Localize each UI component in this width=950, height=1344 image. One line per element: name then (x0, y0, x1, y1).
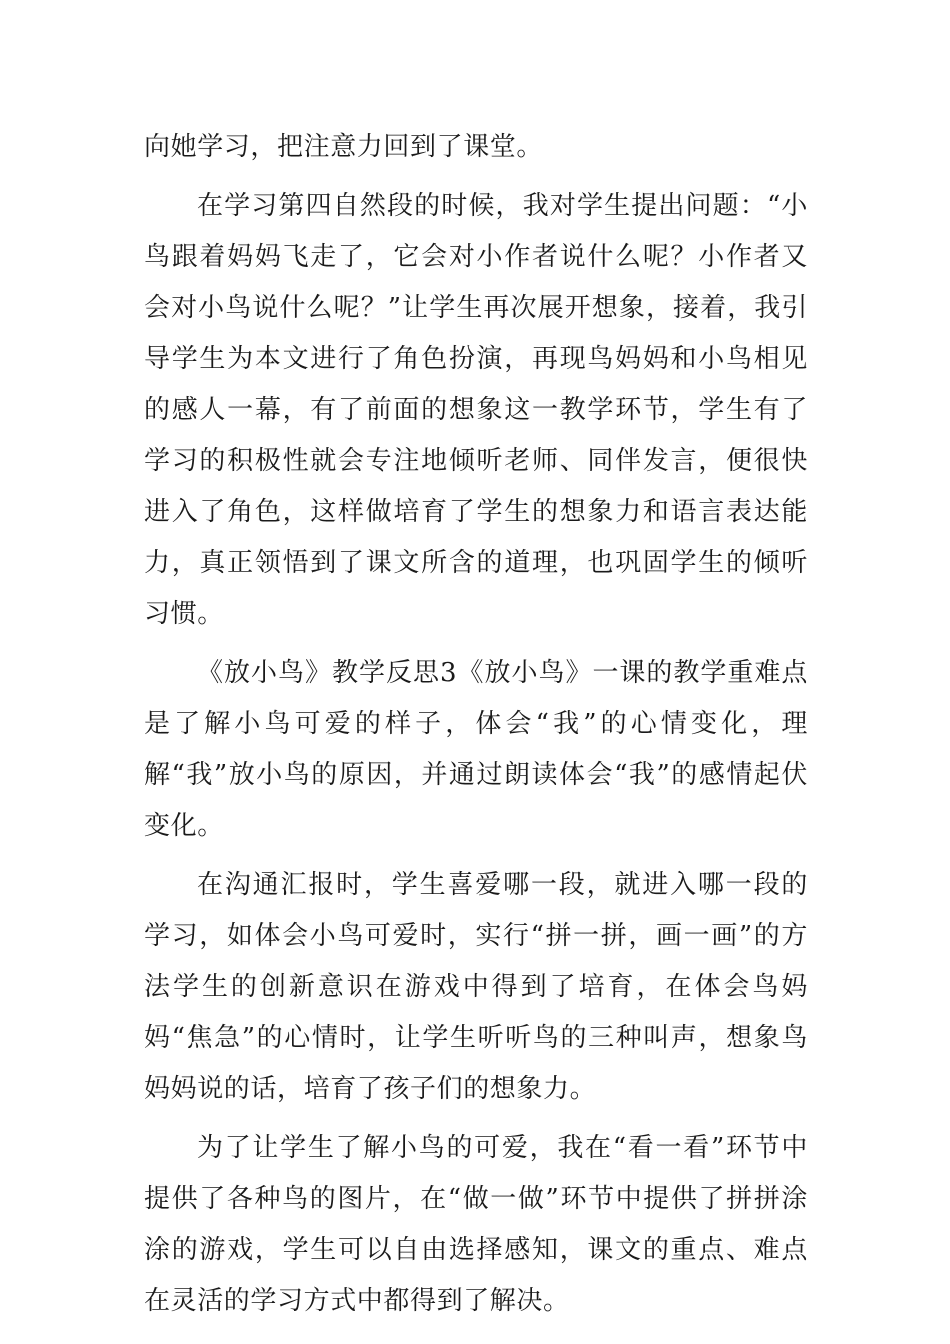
document-body (144, 122, 808, 1335)
paragraph-5: 为了让学生了解小鸟的可爱，我在“看一看”环节中提供了各种鸟的图片，在“做一做”环节中提供了拼拼涂涂的游戏，学生可以自由选择感知，课文的重点、难点在灵活的学习方式中都得到了解决。 (144, 1133, 808, 1316)
paragraph-3: 《放小鸟》教学反思3《放小鸟》一课的教学重难点是了解小鸟可爱的样子，体会“我”的心情变化，理解“我”放小鸟的原因，并通过朗读体会“我”的感情起伏变化。 (144, 658, 808, 841)
paragraph-2: 在学习第四自然段的时候，我对学生提出问题：“小鸟跟着妈妈飞走了，它会对小作者说什么呢？小作者又会对小鸟说什么呢？”让学生再次展开想象，接着，我引导学生为本文进行了角色扮演，再现鸟妈妈和小鸟相见的感人一幕，有了前面的想象这一教学环节，学生有了学习的积极性就会专注地倾听老师、同伴发言，便很快进入了角色，这样做培育了学生的想象力和语言表达能力，真正领悟到了课文所含的道理，也巩固学生的倾听习惯。 (144, 191, 808, 629)
paragraph-4: 在沟通汇报时，学生喜爱哪一段，就进入哪一段的学习，如体会小鸟可爱时，实行“拼一拼，画一画”的方法学生的创新意识在游戏中得到了培育，在体会鸟妈妈“焦急”的心情时，让学生听听鸟的三种叫声，想象鸟妈妈说的话，培育了孩子们的想象力。 (144, 870, 808, 1104)
paragraph-1: 向她学习，把注意力回到了课堂。 (144, 132, 544, 162)
